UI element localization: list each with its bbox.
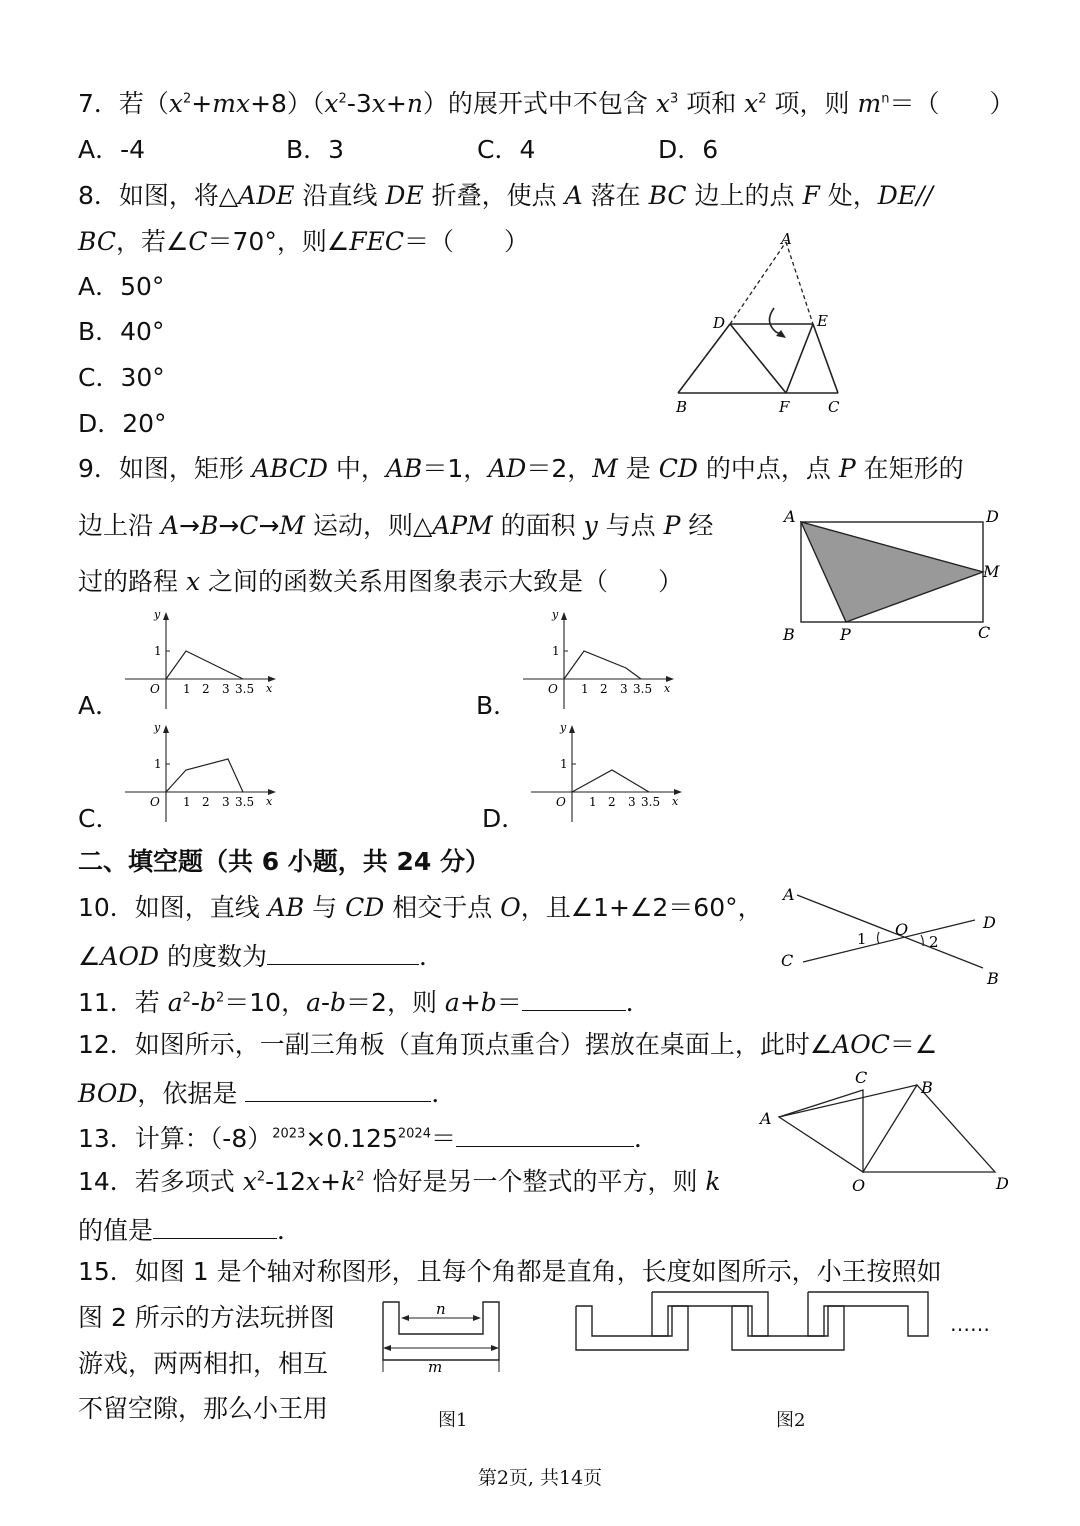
x-tick-3: 3: [222, 682, 230, 696]
q15-line2: 图 2 所示的方法玩拼图: [78, 1303, 335, 1332]
q12-triangle-obd: [863, 1085, 995, 1172]
q13-exp: 2023: [272, 1126, 306, 1142]
q10-label-d: D: [983, 913, 996, 932]
q10-line2: [78, 938, 444, 973]
q9-label-c: C: [978, 623, 991, 642]
q10-angle2-label: 2: [929, 933, 939, 951]
q14-var: x: [306, 1167, 321, 1196]
q14-text: 14．若多项式: [78, 1167, 243, 1196]
q7-exp: 2: [183, 91, 192, 107]
q9-var: P: [663, 511, 681, 540]
q10-var: AOD: [100, 942, 160, 971]
q11-answer-blank[interactable]: [522, 984, 626, 1011]
q8-text: 处，: [819, 181, 878, 210]
q9-line2: [78, 510, 713, 542]
q9-var: y: [583, 511, 598, 540]
q9-text: 在矩形的: [855, 454, 964, 483]
q12-line1: [78, 1029, 937, 1061]
q7-text: +: [385, 89, 407, 118]
q8-var: FEC: [349, 227, 404, 256]
x-tick-3-5: 3.5: [235, 795, 255, 809]
y-tick-1: 1: [560, 757, 568, 771]
q14-text: +: [320, 1167, 342, 1196]
arrow-right-icon: [491, 1345, 499, 1351]
q12-triangle-aoc: [779, 1090, 863, 1172]
y-label: y: [552, 608, 559, 621]
q8-line1: [78, 180, 933, 212]
q9-text: →: [218, 511, 240, 540]
q7-exp: 3: [669, 91, 679, 107]
y-tick-1: 1: [154, 644, 162, 658]
q11-var: b: [330, 988, 347, 1017]
q9-text: 边上沿: [78, 511, 161, 540]
q9-option-b: B．: [476, 691, 519, 720]
q8-text: ，若∠: [115, 227, 189, 256]
q7-text: 7．若（: [78, 89, 169, 118]
q7-line1: [78, 88, 1014, 120]
q9-option-c: C．: [78, 804, 121, 833]
q8-var: ADE: [238, 181, 295, 210]
q10-figure: [775, 880, 1015, 990]
q11-text: ．: [625, 988, 651, 1017]
q13-line: [78, 1120, 659, 1155]
q7-text: -3: [346, 89, 372, 118]
q7-var: n: [406, 89, 423, 118]
q11-text: ＝2，则: [346, 988, 445, 1017]
q11-var: b: [199, 988, 216, 1017]
q14-answer-blank[interactable]: [153, 1212, 277, 1239]
q11-text: 11．若: [78, 988, 168, 1017]
q9-text: 中，: [327, 454, 386, 483]
q11-var: a: [444, 988, 460, 1017]
q7-text: ）的展开式中不包含: [422, 89, 656, 118]
q7-exp: 2: [338, 91, 347, 107]
q9-var: M: [279, 511, 305, 540]
q9-var: x: [185, 567, 201, 596]
origin-label: O: [150, 795, 160, 809]
q7-option-c: C．4: [477, 135, 536, 164]
q10-line-cd: [803, 920, 975, 962]
q9-triangle-apm: [801, 522, 983, 622]
q12-text: ．: [431, 1079, 457, 1108]
q9-text: ＝1，: [422, 454, 489, 483]
x-tick-3-5: 3.5: [235, 682, 255, 696]
q15-fig2-caption: 图2: [776, 1410, 806, 1431]
q14-text: 的值是: [78, 1216, 154, 1245]
q8-option-b: B．40°: [78, 317, 165, 346]
q11-line: [78, 984, 651, 1019]
q7-text: 项和: [678, 89, 745, 118]
q14-text: ．: [277, 1216, 303, 1245]
q9-label-m: M: [983, 562, 1000, 581]
q13-text: ．: [633, 1124, 659, 1153]
q8-line2: [78, 226, 529, 258]
x-tick-3-5: 3.5: [633, 682, 653, 696]
x-tick-2: 2: [608, 795, 616, 809]
q10-text: 10．如图，直线: [78, 893, 268, 922]
q8-label-a: A: [781, 230, 792, 248]
x-tick-1: 1: [581, 682, 589, 696]
y-axis-arrow-icon: [163, 725, 169, 733]
q9-var: A: [160, 511, 180, 540]
q7-text: +8）（: [250, 89, 325, 118]
q15-piece: [652, 1292, 768, 1336]
q11-text: -: [321, 988, 331, 1017]
q7-option-a: A．-4: [78, 135, 146, 164]
q8-text: 边上的点: [686, 181, 803, 210]
q10-text: ∠: [78, 942, 101, 971]
q9-text: →: [179, 511, 200, 540]
q8-var: A: [564, 181, 583, 210]
q8-var: F: [802, 181, 820, 210]
q12-text: ＝∠: [889, 1030, 938, 1059]
q9-text: 的中点，点: [697, 454, 839, 483]
q10-answer-blank[interactable]: [267, 938, 419, 965]
graph-curve: [572, 770, 649, 792]
q11-var: b: [480, 988, 497, 1017]
q9-label-a: A: [784, 507, 796, 526]
q12-label-b: B: [921, 1078, 933, 1097]
q13-answer-blank[interactable]: [456, 1120, 634, 1147]
q10-text: 与: [304, 893, 346, 922]
x-tick-1: 1: [183, 682, 191, 696]
section-title: 二、填空题（共 6 小题，共 24 分）: [78, 847, 491, 876]
page-footer: 第2页, 共14页: [477, 1467, 603, 1489]
q7-var: x: [655, 89, 670, 118]
q7-var: x: [324, 89, 339, 118]
q8-option-a: A．50°: [78, 272, 165, 301]
q9-var: ABCD: [251, 454, 328, 483]
q10-text: 的度数为: [159, 942, 267, 971]
q10-label-b: B: [987, 969, 999, 988]
q9-label-b: B: [783, 625, 795, 644]
q15-line1: 15．如图 1 是个轴对称图形，且每个角都是直角，长度如图所示，小王按照如: [78, 1257, 942, 1286]
q8-var: BC: [648, 181, 687, 210]
x-tick-3: 3: [620, 682, 628, 696]
q7-var: x: [744, 89, 759, 118]
q9-var: AB: [385, 454, 423, 483]
q11-text: ＝: [496, 988, 522, 1017]
q7-var: m: [857, 89, 882, 118]
q7-exp: n: [881, 91, 890, 107]
q15-figure1: [375, 1290, 510, 1380]
q15-line4: 不留空隙，那么小王用: [78, 1394, 329, 1423]
q8-parallel-symbol: //: [916, 181, 933, 210]
q13-text: 13．计算：（-8）: [78, 1124, 273, 1153]
q8-figure: [660, 228, 860, 428]
q7-var: mx: [212, 89, 251, 118]
q15-label-m: m: [428, 1358, 443, 1376]
q8-text: 沿直线: [294, 181, 386, 210]
q9-line1: [78, 453, 964, 485]
q7-option-d: D．6: [658, 135, 719, 164]
q9-option-a: A．: [78, 691, 121, 720]
q8-line-bd: [678, 324, 730, 393]
q12-var: BOD: [78, 1079, 138, 1108]
x-tick-3-5: 3.5: [641, 795, 661, 809]
q14-text: -12: [265, 1167, 306, 1196]
q14-var: k: [705, 1167, 721, 1196]
q9-text: 与点: [597, 511, 664, 540]
q8-var: BC: [78, 227, 116, 256]
q12-text: 12．如图所示，一副三角板（直角顶点重合）摆放在桌面上，此时∠: [78, 1030, 833, 1059]
q12-text: ，依据是: [137, 1079, 246, 1108]
q11-exp: 2: [182, 990, 191, 1006]
q15-line3: 游戏，两两相扣，相互: [78, 1349, 329, 1378]
q8-text: 折叠，使点: [423, 181, 565, 210]
q13-text: ＝: [430, 1124, 456, 1153]
q10-label-o: O: [895, 920, 909, 939]
q11-text: +: [459, 988, 481, 1017]
y-tick-1: 1: [552, 644, 560, 658]
arrow-left-icon: [383, 1345, 391, 1351]
q8-text: 落在: [582, 181, 649, 210]
q9-text: 的面积: [492, 511, 584, 540]
q10-angle1-arc: [878, 932, 880, 944]
x-tick-2: 2: [202, 682, 210, 696]
q8-var: C: [188, 227, 208, 256]
origin-label: O: [556, 795, 566, 809]
x-tick-3: 3: [628, 795, 636, 809]
q9-label-d: D: [986, 507, 999, 526]
q10-label-a: A: [783, 885, 795, 904]
q15-figure2: [570, 1286, 940, 1386]
y-label: y: [154, 608, 161, 621]
q12-label-o: O: [852, 1176, 866, 1195]
q9-graph-a: [120, 604, 280, 714]
q9-graph-c: [120, 717, 280, 827]
q11-exp: 2: [216, 990, 225, 1006]
q14-exp: 2: [256, 1169, 266, 1185]
q12-figure: [755, 1065, 1025, 1200]
q9-var: M: [592, 454, 618, 483]
q9-var: C: [239, 511, 259, 540]
q11-var: a: [306, 988, 321, 1017]
q15-piece: [808, 1292, 928, 1336]
q8-text: 8．如图，将△: [78, 181, 239, 210]
q8-label-b: B: [676, 398, 688, 416]
q8-option-d: D．20°: [78, 409, 167, 438]
q9-graph-d: [526, 717, 686, 827]
graph-curve: [166, 651, 243, 679]
q7-option-b: B．3: [286, 135, 345, 164]
q9-text: 运动，则△: [305, 511, 433, 540]
q8-text: ＝70°，则∠: [207, 227, 350, 256]
q12-label-c: C: [855, 1068, 868, 1087]
q8-arrowhead-icon: [776, 330, 786, 338]
q9-text: 过的路程: [78, 567, 186, 596]
q9-text: →: [258, 511, 280, 540]
q8-var: DE: [877, 181, 917, 210]
q7-text: ＝（ ）: [889, 89, 1015, 118]
q7-var: x: [168, 89, 184, 118]
q10-var: CD: [345, 893, 385, 922]
origin-label: O: [150, 682, 160, 696]
q8-text: ＝（ ）: [404, 227, 530, 256]
q7-var: x: [371, 89, 386, 118]
q7-text: +: [191, 89, 213, 118]
q15-ellipsis: ……: [950, 1312, 990, 1336]
q9-var: AD: [488, 454, 527, 483]
q9-text: 经: [680, 511, 714, 540]
q12-label-d: D: [996, 1174, 1009, 1193]
x-tick-1: 1: [183, 795, 191, 809]
graph-curve: [564, 651, 641, 679]
q8-label-f: F: [779, 398, 790, 416]
y-label: y: [154, 721, 161, 734]
q8-label-e: E: [817, 312, 828, 330]
q15-label-n: n: [436, 1300, 446, 1318]
y-axis-arrow-icon: [561, 612, 567, 620]
q10-var: AB: [267, 893, 305, 922]
arrow-right-icon: [473, 1315, 481, 1321]
q10-text: 相交于点: [384, 893, 501, 922]
q14-text: 恰好是另一个整式的平方，则: [364, 1167, 706, 1196]
q9-text: 是: [617, 454, 659, 483]
x-tick-3: 3: [222, 795, 230, 809]
y-tick-1: 1: [154, 757, 162, 771]
q9-var: APM: [432, 511, 493, 540]
origin-label: O: [548, 682, 558, 696]
q15-piece: [576, 1306, 688, 1350]
q8-line-ec: [813, 324, 838, 393]
q12-label-a: A: [760, 1109, 772, 1128]
q12-var: AOC: [832, 1030, 890, 1059]
graph-curve: [166, 759, 243, 792]
q8-label-d: D: [713, 314, 726, 332]
q7-text: 项，则: [766, 89, 858, 118]
q11-text: -: [190, 988, 200, 1017]
q9-text: 之间的函数关系用图象表示大致是（ ）: [200, 567, 684, 596]
q9-rectangle-figure: [770, 500, 1010, 650]
q10-label-c: C: [781, 951, 794, 970]
q8-dashed-ae: [786, 242, 813, 324]
q14-line2: [78, 1212, 302, 1247]
q14-exp: 2: [356, 1169, 365, 1185]
q9-text: ＝2，: [526, 454, 593, 483]
q9-var: CD: [658, 454, 698, 483]
q10-line1: [78, 892, 763, 924]
q10-angle1-label: 1: [857, 930, 867, 948]
q8-line-ef: [786, 324, 813, 393]
q10-var: O: [500, 893, 521, 922]
q9-var: B: [199, 511, 219, 540]
q12-answer-blank[interactable]: [245, 1075, 431, 1102]
q7-exp: 2: [758, 91, 767, 107]
q8-label-c: C: [828, 398, 840, 416]
q14-line1: [78, 1166, 721, 1198]
x-label: x: [266, 682, 273, 695]
x-label: x: [266, 795, 273, 808]
x-label: x: [664, 682, 671, 695]
q9-option-d: D．: [482, 804, 527, 833]
q12-line2: [78, 1075, 456, 1110]
q9-var: P: [838, 454, 856, 483]
q15-fig1-caption: 图1: [438, 1410, 468, 1431]
q9-graph-b: [518, 604, 678, 714]
q8-option-c: C．30°: [78, 363, 165, 392]
q9-label-p: P: [840, 625, 851, 644]
x-tick-2: 2: [600, 682, 608, 696]
q10-text: ，且∠1+∠2＝60°，: [520, 893, 763, 922]
q14-var: k: [341, 1167, 357, 1196]
q8-dashed-ad: [730, 242, 786, 324]
x-tick-1: 1: [589, 795, 597, 809]
q15-piece: [732, 1306, 844, 1350]
q13-exp: 2024: [397, 1126, 431, 1142]
q13-text: ×0.125: [305, 1124, 398, 1153]
arrow-left-icon: [401, 1315, 409, 1321]
q12-line-ab: [779, 1085, 917, 1117]
q11-var: a: [167, 988, 183, 1017]
y-axis-arrow-icon: [163, 612, 169, 620]
q8-var: DE: [385, 181, 424, 210]
q10-text: ．: [418, 942, 444, 971]
y-axis-arrow-icon: [569, 725, 575, 733]
x-tick-2: 2: [202, 795, 210, 809]
q9-text: 9．如图，矩形: [78, 454, 252, 483]
x-label: x: [672, 795, 679, 808]
q11-text: ＝10，: [224, 988, 307, 1017]
q14-var: x: [242, 1167, 257, 1196]
q9-line3: [78, 566, 683, 598]
y-label: y: [560, 721, 567, 734]
